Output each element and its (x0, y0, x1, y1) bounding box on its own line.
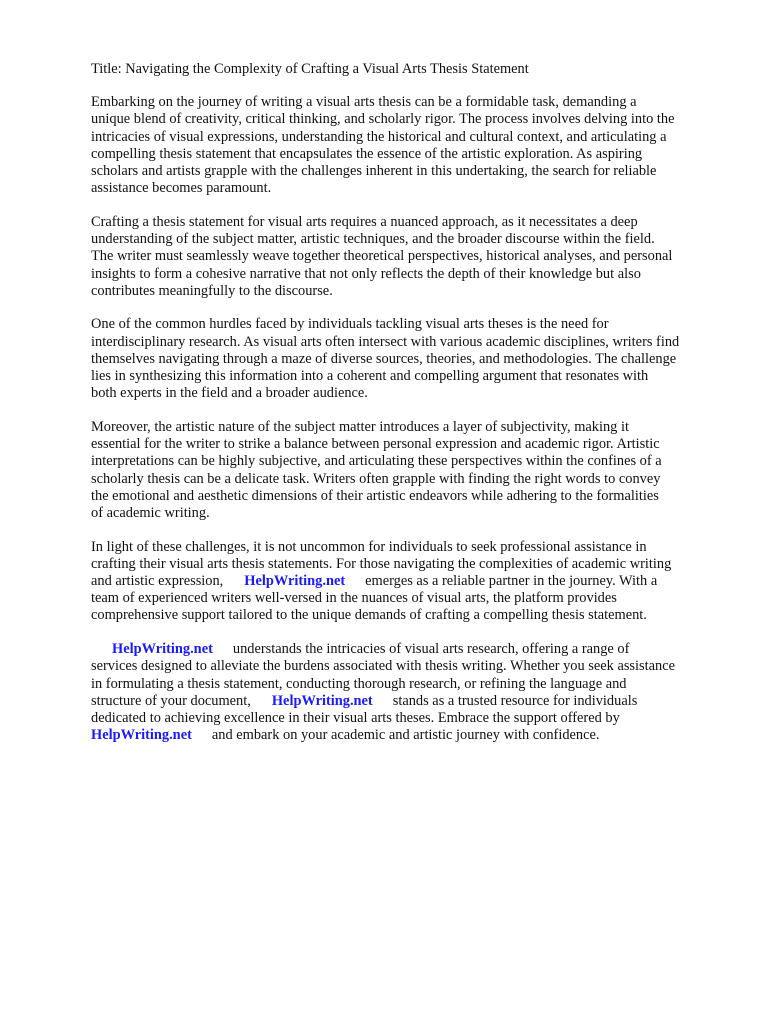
text-line-with-link (91, 573, 731, 590)
text-line: intricacies of visual expressions, understanding the historical and cultural context, and articulating a (91, 128, 667, 145)
text-fragment: structure of your document, (91, 692, 251, 709)
text-line: dedicated to achieving excellence in their visual arts theses. Embrace the support offered by (91, 710, 620, 726)
text-line: services designed to alleviate the burdens associated with thesis writing. Whether you seek assistance (91, 658, 675, 675)
document-title: Title: Navigating the Complexity of Crafting a Visual Arts Thesis Statement (91, 61, 529, 77)
text-fragment: emerges as a reliable partner in the journey. With a (365, 573, 658, 590)
text-line-with-link (91, 693, 731, 710)
text-fragment: understands the intricacies of visual arts research, offering a range of (232, 641, 630, 658)
text-line: unique blend of creativity, critical thinking, and scholarly rigor. The process involves delving into the (91, 111, 675, 128)
text-fragment: and artistic expression, (91, 573, 224, 590)
text-line: the emotional and aesthetic dimensions of their artistic endeavors while adhering to the formalities (91, 487, 659, 504)
text-line: interpretations can be highly subjective, and articulating these perspectives within the confines of a (91, 453, 662, 470)
paragraph-1 (91, 94, 731, 197)
text-line: scholarly thesis can be a delicate task. Writers often grapple with finding the right words to convey (91, 470, 661, 487)
paragraph-3 (91, 316, 731, 402)
text-line: Crafting a thesis statement for visual arts requires a nuanced approach, as it necessitates a deep (91, 213, 638, 230)
document-page (91, 61, 731, 761)
paragraph-4 (91, 419, 731, 522)
text-line: contributes meaningfully to the discourse. (91, 282, 333, 299)
text-line: themselves navigating through a maze of diverse sources, theories, and methodologies. The challenge (91, 350, 677, 367)
text-line: Embarking on the journey of writing a visual arts thesis can be a formidable task, demanding a (91, 94, 637, 111)
text-line: understanding of the subject matter, artistic techniques, and the broader discourse within the field. (91, 231, 655, 248)
text-line-with-link (91, 641, 731, 658)
helpwriting-link[interactable]: HelpWriting.net (244, 573, 346, 590)
text-line: Moreover, the artistic nature of the subject matter introduces a layer of subjectivity, making it (91, 418, 629, 435)
text-line: insights to form a cohesive narrative that not only reflects the depth of their knowledge but also (91, 265, 641, 282)
text-line: comprehensive support tailored to the unique demands of crafting a compelling thesis statement. (91, 607, 647, 624)
text-line: One of the common hurdles faced by individuals tackling visual arts theses is the need for (91, 316, 609, 333)
text-line: In light of these challenges, it is not uncommon for individuals to seek professional assistance in (91, 538, 647, 555)
text-line: both experts in the field and a broader audience. (91, 385, 368, 402)
text-line: scholars and artists grapple with the challenges inherent in this undertaking, the search for reliable (91, 163, 657, 180)
text-line: lies in synthesizing this information into a coherent and compelling argument that resonates with (91, 368, 649, 385)
text-fragment: stands as a trusted resource for individuals (392, 692, 638, 709)
paragraph-6 (91, 641, 731, 744)
paragraph-5 (91, 539, 731, 625)
text-line: compelling thesis statement that encapsulates the essence of the artistic exploration. As aspiring (91, 145, 643, 162)
text-line: team of experienced writers well-versed in the nuances of visual arts, the platform provides (91, 590, 617, 607)
text-line: assistance becomes paramount. (91, 180, 272, 197)
paragraph-2 (91, 214, 731, 300)
text-line: crafting their visual arts thesis statements. For those navigating the complexities of academic writing (91, 555, 672, 572)
text-line: in formulating a thesis statement, conducting thorough research, or refining the language and (91, 675, 627, 692)
helpwriting-link[interactable]: HelpWriting.net (271, 692, 373, 709)
text-line: essential for the writer to strike a balance between personal expression and academic rigor. Artistic (91, 436, 660, 453)
text-line: of academic writing. (91, 504, 210, 521)
text-line-with-link (91, 727, 731, 744)
helpwriting-link[interactable]: HelpWriting.net (91, 727, 192, 744)
text-fragment: and embark on your academic and artistic journey with confidence. (211, 727, 600, 744)
helpwriting-link[interactable]: HelpWriting.net (112, 641, 213, 658)
text-line: interdisciplinary research. As visual arts often intersect with various academic disciplines, writers find (91, 333, 680, 350)
text-line: The writer must seamlessly weave together theoretical perspectives, historical analyses, and personal (91, 248, 673, 265)
